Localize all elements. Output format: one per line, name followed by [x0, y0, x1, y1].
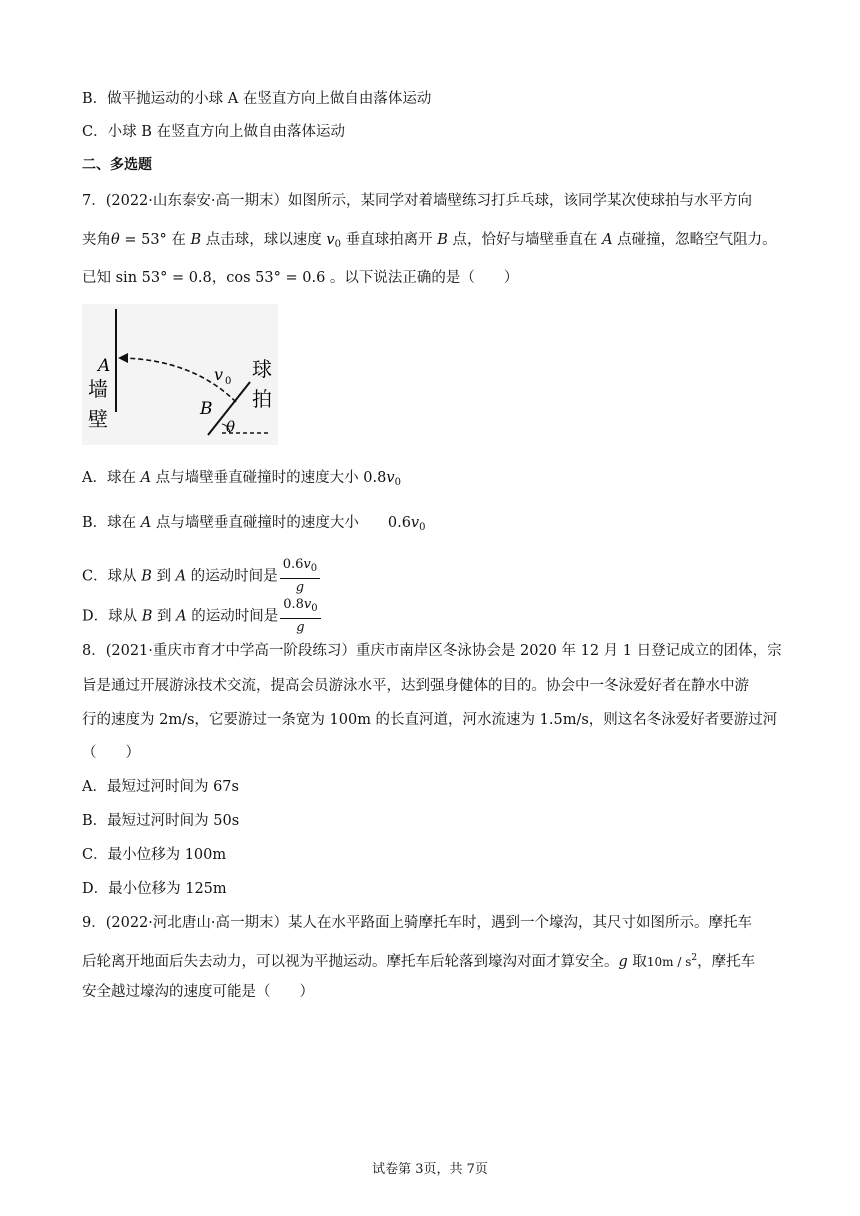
fraction-d: $\frac{0.8v_0}{g}$: [280, 596, 320, 637]
label-wall-2: 壁: [88, 407, 108, 431]
q9-line-2: 后轮离开地面后失去动力，可以视为平抛运动。摩托车后轮落到壕沟对面才算安全。g 取$10m / s^2$，摩托车: [82, 953, 756, 970]
q8-option-c: C．最小位移为 100m: [82, 847, 227, 863]
q7-line-1: 7．(2022·山东泰安·高一期末）如图所示，某同学对着墙壁练习打乒乓球，该同学某次使球拍与水平方向: [82, 193, 752, 209]
label-v-sub: 0: [225, 376, 232, 387]
q7-option-d: D．球从 B 到 A 的运动时间是 $\frac{0.8v_0}{g}$: [82, 596, 321, 637]
q8-line-2: 旨是通过开展游泳技术交流，提高会员游泳水平，达到强身健体的目的。协会中一冬泳爱好者在静水中游: [82, 678, 749, 694]
label-wall-1: 墙: [88, 377, 108, 401]
q7-line-2: 夹角θ = 53° 在 B 点击球，球以速度 $v_0$ 垂直球拍离开 B 点，恰好与墙壁垂直在 A 点碰撞，忽略空气阻力。: [82, 232, 777, 250]
fraction-c: $\frac{0.6v_0}{g}$: [280, 556, 320, 597]
page-footer: 试卷第 3页，共 7页: [372, 1162, 488, 1177]
q7-option-c: C．球从 B 到 A 的运动时间是 $\frac{0.6v_0}{g}$: [82, 556, 320, 597]
q7-line-3: 已知 sin 53° = 0.8，cos 53° = 0.6 。以下说法正确的是（ ）: [82, 270, 519, 286]
q9-line-3: 安全越过壕沟的速度可能是（ ）: [82, 984, 314, 1000]
q9-line-1: 9．(2022·河北唐山·高一期末）某人在水平路面上骑摩托车时，遇到一个壕沟，其尺寸如图所示。摩托车: [82, 915, 752, 931]
section-heading-multi-choice: 二、多选题: [82, 157, 152, 173]
label-racket-2: 拍: [252, 387, 272, 411]
label-theta: θ: [226, 418, 236, 436]
q7-option-b: B．球在 A 点与墙壁垂直碰撞时的速度大小 $0.6v_0$: [82, 515, 426, 533]
option-b-q6: B．做平抛运动的小球 A 在竖直方向上做自由落体运动: [82, 91, 432, 107]
q8-option-a: A．最短过河时间为 67s: [82, 779, 239, 795]
q8-option-d: D．最小位移为 125m: [82, 881, 227, 897]
label-a: A: [98, 356, 111, 376]
label-b: B: [200, 399, 213, 419]
q8-option-b: B．最短过河时间为 50s: [82, 813, 240, 829]
q8-line-1: 8．(2021·重庆市育才中学高一阶段练习）重庆市南岸区冬泳协会是 2020 年 12 月 1 日登记成立的团体，宗: [82, 643, 782, 659]
label-racket-1: 球: [252, 357, 272, 381]
q8-line-3: 行的速度为 2m/s，它要游过一条宽为 100m 的长直河道，河水流速为 1.5m/s，则这名冬泳爱好者要游过河: [82, 712, 778, 728]
option-c-q6: C．小球 B 在竖直方向上做自由落体运动: [82, 124, 345, 140]
q7-figure: [82, 304, 278, 445]
q7-option-a: A．球在 A 点与墙壁垂直碰撞时的速度大小 $0.8v_0$: [82, 470, 401, 488]
label-v: v: [214, 365, 224, 384]
q8-line-4: （ ）: [82, 745, 140, 761]
